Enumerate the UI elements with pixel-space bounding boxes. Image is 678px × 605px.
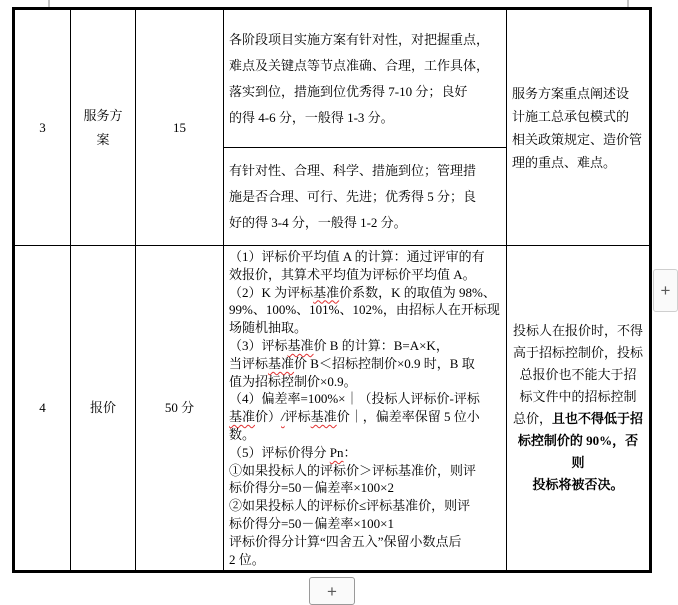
text-segment: 价 B＜招标控制价×0.9 时，B 取 bbox=[294, 355, 475, 371]
text-line: 计施工总承包模式的 bbox=[512, 108, 630, 124]
insert-row-button[interactable] bbox=[309, 577, 355, 605]
text-segment: 总报价也不能大于招 bbox=[519, 367, 637, 383]
text-segment: 总价， bbox=[512, 411, 552, 427]
text-segment: 场随机抽取。 bbox=[229, 320, 308, 336]
row4-item-cell[interactable] bbox=[71, 246, 136, 572]
text-line bbox=[229, 390, 501, 408]
text-line bbox=[229, 408, 501, 426]
text-line bbox=[512, 320, 644, 342]
text-line: 服务方案重点阐述设 bbox=[512, 85, 630, 101]
text-segment: 评标价得分计算“四舍五入”保留小数点后 bbox=[229, 533, 462, 549]
text-line bbox=[229, 284, 501, 302]
row3-criteria-lower-cell[interactable] bbox=[224, 148, 507, 246]
text-line: 各阶段项目实施方案有针对性，对把握重点， bbox=[229, 31, 490, 47]
text-segment: 99%、100%、101%、102%，由招标人在开标现 bbox=[229, 302, 500, 318]
text-segment: 标价得分=50－偏差率×100×1 bbox=[229, 515, 394, 531]
text-line bbox=[229, 479, 501, 497]
row3-item-cell[interactable] bbox=[71, 9, 136, 246]
text-segment: 价） bbox=[255, 409, 282, 425]
spellcheck-flagged-text: 基准 bbox=[229, 409, 256, 425]
text-line: 有针对性、合理、科学、措施到位；管理措 bbox=[229, 162, 477, 178]
text-segment: 2 位。 bbox=[229, 551, 265, 567]
text-segment: 且也不得低于招 bbox=[552, 411, 644, 427]
text-segment: （2）K 为评标 bbox=[229, 284, 314, 300]
text-line: 服务方 bbox=[83, 107, 123, 123]
text-line: 报价 bbox=[89, 400, 116, 416]
text-line bbox=[229, 444, 501, 462]
row4-criteria-cell[interactable] bbox=[224, 246, 507, 572]
text-segment: ②如果投标人的评标价≤评标基准价，则评 bbox=[229, 498, 471, 514]
text-segment: 评标 bbox=[284, 409, 311, 425]
text-segment: 价｜，偏差率保留 5 位小 bbox=[336, 409, 480, 425]
text-segment: 标控制价的 90%，否则 bbox=[517, 433, 639, 471]
row4-number-cell[interactable]: 4 bbox=[14, 246, 71, 572]
text-segment: 高于招标控制价，投标 bbox=[512, 345, 643, 361]
text-segment: （4）偏差率=100%×｜（投标人评标价-评标 bbox=[229, 391, 480, 407]
spellcheck-flagged-text: 基准 bbox=[287, 337, 314, 353]
text-segment: 标文件中的招标控制 bbox=[519, 389, 637, 405]
table-row bbox=[14, 246, 651, 572]
plus-icon: + bbox=[327, 581, 337, 601]
text-line: 的得 4-6 分，一般得 1-3 分。 bbox=[229, 109, 394, 125]
text-line bbox=[229, 355, 501, 373]
text-line bbox=[229, 533, 501, 551]
row3-score-cell[interactable]: 15 bbox=[136, 9, 224, 246]
text-segment: （5）评标价得分 bbox=[229, 444, 330, 460]
text-segment: 价系数，K 的取值为 98%、 bbox=[339, 284, 496, 300]
text-segment: （3）评标 bbox=[229, 337, 288, 353]
text-segment: ①如果投标人的评标价＞评标基准价，则评 bbox=[229, 462, 477, 478]
table-row bbox=[14, 9, 651, 148]
row3-number-cell[interactable]: 3 bbox=[14, 9, 71, 246]
row3-criteria-upper-cell[interactable] bbox=[224, 9, 507, 148]
text-segment: 投标人在报价时，不得 bbox=[512, 323, 643, 339]
spellcheck-flagged-text: 基准 bbox=[268, 355, 295, 371]
text-segment: 价 B 的计算：B=A×K， bbox=[313, 337, 449, 353]
text-line bbox=[229, 551, 501, 569]
insert-column-button[interactable] bbox=[653, 269, 678, 312]
text-line bbox=[512, 386, 644, 408]
text-line bbox=[229, 248, 501, 266]
text-line bbox=[229, 266, 501, 284]
text-line bbox=[229, 373, 501, 391]
text-line: 难点及关键点等节点准确、合理，工作具体， bbox=[229, 57, 490, 73]
text-line: 好的得 3-4 分，一般得 1-2 分。 bbox=[229, 214, 407, 230]
text-line bbox=[512, 342, 644, 364]
text-segment: ： bbox=[343, 444, 357, 460]
spellcheck-flagged-text: / bbox=[281, 409, 285, 425]
row3-note-cell[interactable] bbox=[507, 9, 651, 246]
text-line bbox=[229, 337, 501, 355]
text-line: 案 bbox=[96, 131, 110, 147]
text-segment: 当评标 bbox=[229, 355, 269, 371]
text-segment: 值为招标控制价×0.9。 bbox=[229, 373, 357, 389]
text-line: 理的重点、难点。 bbox=[512, 154, 617, 170]
text-line bbox=[512, 364, 644, 386]
plus-icon: + bbox=[660, 281, 671, 300]
text-line: 相关政策规定、造价管 bbox=[512, 131, 643, 147]
evaluation-table bbox=[12, 7, 652, 573]
spellcheck-flagged-text: 基准 bbox=[313, 284, 340, 300]
text-segment: 数。 bbox=[229, 426, 256, 442]
text-segment: 效报价，其算术平均值为评标价平均值 A。 bbox=[229, 266, 476, 282]
text-line: 落实到位，措施到位优秀得 7-10 分；良好 bbox=[229, 83, 468, 99]
text-line bbox=[229, 497, 501, 515]
row4-note-cell[interactable] bbox=[507, 246, 651, 572]
text-line: 施是否合理、可行、先进；优秀得 5 分；良 bbox=[229, 188, 477, 204]
row4-score-cell[interactable]: 50 分 bbox=[136, 246, 224, 572]
text-line bbox=[512, 474, 644, 496]
text-line bbox=[512, 408, 644, 430]
text-line bbox=[512, 430, 644, 474]
text-line bbox=[229, 301, 501, 319]
text-segment: 投标将被否决。 bbox=[532, 477, 624, 493]
text-segment: （1）评标价平均值 A 的计算：通过评审的有 bbox=[229, 249, 485, 264]
text-segment: 标价得分=50－偏差率×100×2 bbox=[229, 480, 394, 496]
text-line bbox=[229, 426, 501, 444]
text-line bbox=[229, 462, 501, 480]
text-line bbox=[229, 319, 501, 337]
text-line bbox=[229, 515, 501, 533]
spellcheck-flagged-text: 基准 bbox=[310, 409, 337, 425]
spellcheck-flagged-text: Pn bbox=[329, 444, 344, 460]
